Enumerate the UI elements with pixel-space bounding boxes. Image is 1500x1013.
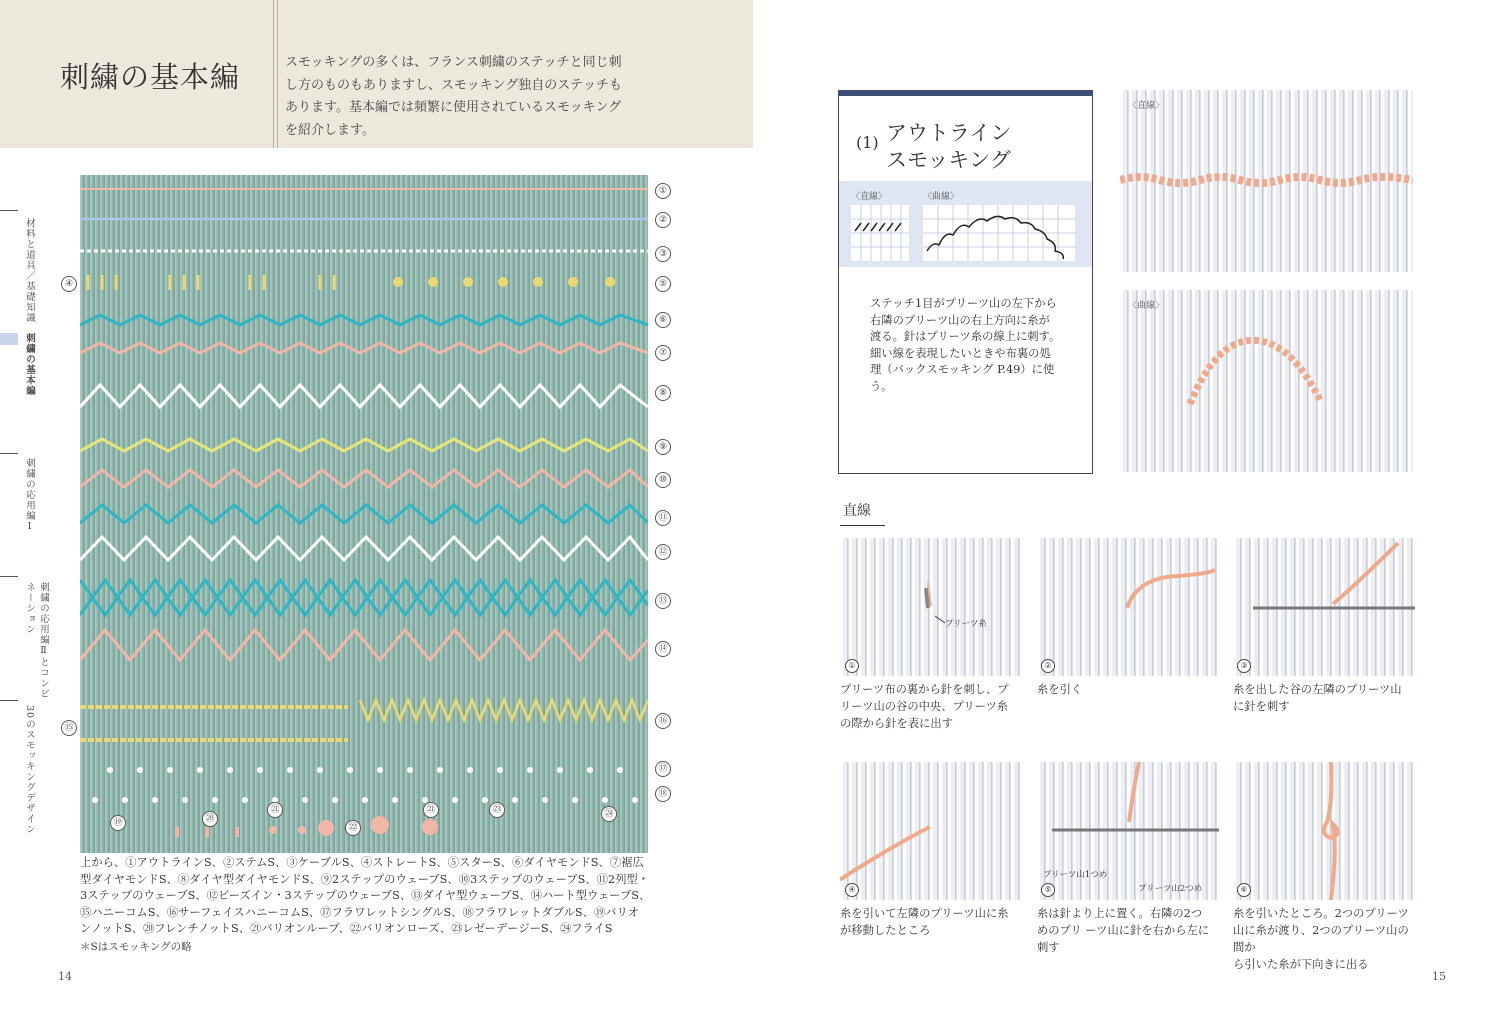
sample-number: ⑱ bbox=[655, 786, 671, 802]
sample-number: ⑰ bbox=[655, 761, 671, 777]
sample-number: ⑨ bbox=[655, 439, 671, 455]
annotation-pleat-thread: プリーツ糸 bbox=[945, 619, 987, 629]
annotation-pleat-2: プリーツ山2つめ bbox=[1138, 884, 1203, 894]
step-photo bbox=[840, 538, 1022, 676]
caption-line: 糸を引く bbox=[1037, 683, 1083, 696]
box-top-bar bbox=[838, 90, 1093, 96]
step-caption bbox=[1233, 905, 1418, 973]
step-caption bbox=[1037, 681, 1222, 698]
sample-number: ① bbox=[655, 183, 671, 199]
tab-divider bbox=[0, 210, 18, 211]
caption-line: めのプリ ーツ山に針を右から左に bbox=[1037, 924, 1210, 937]
intro-line: あります。基本編では頻繁に使用されているスモッキング bbox=[285, 100, 622, 115]
intro-line: を紹介します。 bbox=[285, 122, 375, 138]
caption-line: 糸を引いて左隣のプリーツ山に糸 bbox=[840, 907, 1009, 920]
caption-line: ⑮ハニーコムS、⑯サーフェイスハニーコムS、⑰フラワレットシングルS、⑱フラワレットダブルS、⑲バリオ bbox=[80, 905, 640, 919]
sample-number: ㉒ bbox=[345, 820, 361, 836]
photo-label-straight: 〈直線〉 bbox=[1128, 101, 1165, 111]
photo-caption bbox=[80, 855, 655, 938]
step-number: ① bbox=[845, 659, 859, 673]
step-caption bbox=[840, 905, 1025, 939]
sample-number: ⑮ bbox=[61, 720, 77, 736]
caption-line: に針を刺す bbox=[1233, 700, 1290, 713]
caption-line: の際から針を表に出す bbox=[840, 717, 953, 730]
annotation-pleat-1: プリーツ山1つめ bbox=[1043, 870, 1108, 880]
diagram-label-curve: 〈曲線〉 bbox=[923, 192, 960, 202]
curve-diagram bbox=[923, 205, 1075, 261]
tab-divider bbox=[0, 576, 18, 577]
caption-line: プリーツ布の裏から針を刺し、プ bbox=[840, 683, 1009, 696]
caption-line: 山に糸が渡り、2つのプリーツ山の間か bbox=[1233, 924, 1409, 954]
header-divider bbox=[277, 0, 278, 148]
caption-line: 糸は針より上に置く。右隣の2つ bbox=[1037, 907, 1203, 920]
stitch-number: (1) bbox=[856, 133, 879, 152]
step-number: ⑥ bbox=[1237, 883, 1251, 897]
straight-diagram bbox=[851, 205, 909, 261]
sample-number: ⑥ bbox=[655, 312, 671, 328]
sample-number: ⑭ bbox=[655, 641, 671, 657]
section-underline bbox=[840, 525, 885, 526]
sample-number: ③ bbox=[655, 246, 671, 262]
sample-number: ⑳ bbox=[202, 811, 218, 827]
curve-stitch-photo bbox=[1120, 290, 1413, 472]
caption-line: 刺す bbox=[1037, 941, 1060, 954]
sample-number: ⑫ bbox=[655, 544, 671, 560]
abbreviation-note: ＊Sはスモッキングの略 bbox=[80, 941, 192, 953]
header-divider bbox=[273, 0, 274, 148]
description-line: ステッチ1目がプリーツ山の左下から bbox=[870, 297, 1057, 310]
step-number: ④ bbox=[845, 883, 859, 897]
sample-number: ⑧ bbox=[655, 385, 671, 401]
description-line: 渡る。針はプリーツ糸の線上に刺す。 bbox=[870, 330, 1061, 344]
section-title: 直線 bbox=[843, 503, 871, 519]
description-line: 細い線を表現したいときや布裏の処 bbox=[870, 346, 1051, 360]
intro-text bbox=[285, 52, 665, 142]
caption-line: が移動したところ bbox=[840, 924, 931, 937]
smocking-sample-photo bbox=[80, 175, 648, 853]
sample-number: ㉑ bbox=[423, 802, 439, 818]
sample-number: ⑦ bbox=[655, 345, 671, 361]
description-line: 右隣のプリーツ山の右上方向に糸が bbox=[870, 313, 1050, 327]
step-photo bbox=[840, 762, 1022, 900]
sample-number: ㉑ bbox=[267, 802, 283, 818]
stitch-title-line2: スモッキング bbox=[886, 148, 1011, 172]
stitch-description bbox=[870, 296, 1070, 396]
caption-line: ンノットS、⑳フレンチノットS、㉑バリオンループ、㉒バリオンローズ、㉓レゼーデージーS、㉔フライS bbox=[80, 922, 613, 936]
tab-applied-2[interactable]: 刺繍の応用編Ⅱとコンビネーション bbox=[24, 582, 49, 699]
page-title: 刺繍の基本編 bbox=[60, 60, 241, 94]
caption-line: ら引いた糸が下向きに出る bbox=[1233, 958, 1369, 971]
tab-divider bbox=[0, 700, 18, 701]
step-caption bbox=[840, 681, 1025, 732]
sample-number: ⑪ bbox=[655, 510, 671, 526]
intro-line: し方のものもありますし、スモッキング独自のステッチも bbox=[285, 77, 622, 93]
step-caption bbox=[1037, 905, 1222, 956]
step-photo bbox=[1233, 538, 1415, 676]
tab-divider bbox=[0, 453, 18, 454]
tab-materials[interactable]: 材料と道具／基礎知識 bbox=[24, 218, 35, 323]
page-number-left: 14 bbox=[58, 970, 72, 983]
tab-designs[interactable]: 30のスモッキングデザイン bbox=[24, 705, 35, 835]
sample-number: ⑩ bbox=[655, 472, 671, 488]
step-number: ③ bbox=[1237, 659, 1251, 673]
sample-number: ⑯ bbox=[655, 713, 671, 729]
straight-stitch-photo bbox=[1120, 90, 1413, 272]
step-number: ⑤ bbox=[1041, 883, 1055, 897]
step-photo bbox=[1037, 538, 1219, 676]
caption-line: 糸を出した谷の左隣のプリーツ山 bbox=[1233, 683, 1402, 696]
sample-number: ⑬ bbox=[655, 593, 671, 609]
photo-label-curve: 〈曲線〉 bbox=[1128, 301, 1165, 311]
sample-number: ㉔ bbox=[601, 806, 617, 822]
sample-number: ㉓ bbox=[489, 802, 505, 818]
sample-number: ⑲ bbox=[110, 815, 126, 831]
step-caption bbox=[1233, 681, 1418, 715]
caption-line: 3ステップのウェーブS、⑫ビーズイン・3ステップのウェーブS、⑬ダイヤ型ウェーブS、⑭ハート型ウェーブS、 bbox=[80, 889, 651, 903]
diagram-label-straight: 〈直線〉 bbox=[851, 192, 888, 202]
description-line: 理（バックスモッキング P.49）に使う。 bbox=[870, 363, 1055, 393]
caption-line: 型ダイヤモンドS、⑧ダイヤ型ダイヤモンドS、⑨2ステップのウェーブS、⑩3ステップのウェーブS、⑪2列型・ bbox=[80, 872, 650, 886]
stitch-title-line1: アウトライン bbox=[886, 121, 1012, 145]
caption-line: 上から、①アウトラインS、②ステムS、③ケーブルS、④ストレートS、⑤スターS、⑥ダイヤモンドS、⑦裾広 bbox=[80, 856, 644, 869]
step-number: ② bbox=[1041, 659, 1055, 673]
caption-line: リーツ山の谷の中央、プリーツ糸 bbox=[840, 700, 1009, 713]
current-tab-marker bbox=[0, 333, 18, 345]
tab-applied-1[interactable]: 刺繍の応用編Ⅰ bbox=[24, 458, 35, 533]
caption-line: 糸を引いたところ。2つのプリーツ bbox=[1233, 907, 1409, 920]
intro-line: スモッキングの多くは、フランス刺繍のステッチと同じ刺 bbox=[285, 55, 622, 70]
tab-basic[interactable]: 刺繍の基本編 bbox=[24, 333, 35, 396]
sample-number: ⑤ bbox=[655, 276, 671, 292]
sample-number: ④ bbox=[61, 276, 77, 292]
step-photo bbox=[1233, 762, 1415, 900]
page-number-right: 15 bbox=[1432, 970, 1446, 983]
sample-number: ② bbox=[655, 212, 671, 228]
stitch-diagram bbox=[839, 181, 1092, 267]
